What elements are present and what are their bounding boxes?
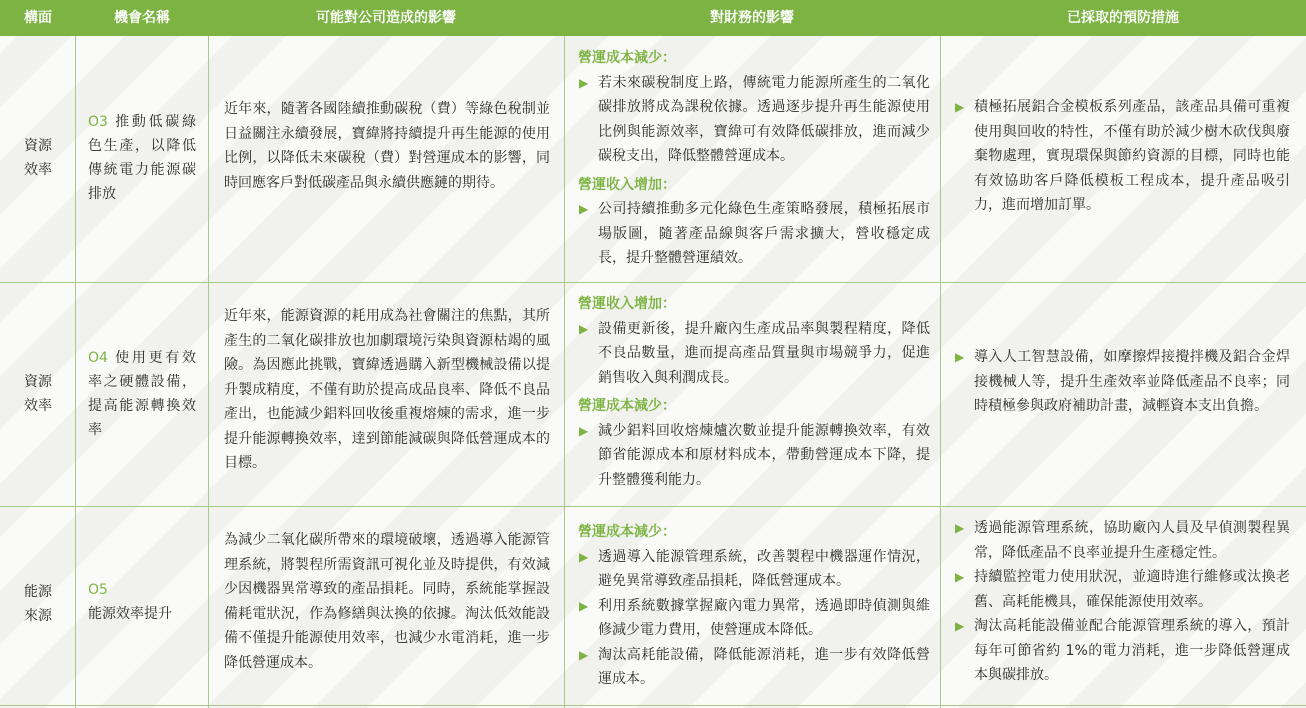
bullet-triangle-icon: ▶: [955, 521, 965, 535]
row-divider: [0, 705, 1306, 706]
header-financial-impact: 對財務的影響: [710, 10, 794, 26]
list-item: ▶ 透過能源管理系統，協助廠內人員及早偵測製程異常，降低產品不良率並提升生產穩定性。: [954, 516, 1290, 565]
opportunity-name-cell: [88, 110, 196, 206]
bullet-triangle-icon: ▶: [579, 423, 589, 438]
list-item: ▶ 若未來碳稅制度上路，傳統電力能源所產生的二氧化碳排放將成為課稅依據。透過逐步提升再生能源使用比例與能源效率，寶緯可有效降低碳排放，進而減少碳稅支出，降低整體營運成本。: [578, 71, 930, 169]
bullet-triangle-icon: ▶: [579, 598, 589, 613]
opportunity-code: O3: [88, 114, 108, 130]
bullet-triangle-icon: ▶: [579, 549, 589, 564]
list-item: ▶ 利用系統數據掌握廠內電力異常，透過即時偵測與維修減少電力費用，使營運成本降低。: [578, 594, 930, 643]
column-divider: [564, 36, 565, 708]
column-divider: [940, 36, 941, 708]
header-dimension: 構面: [24, 10, 52, 26]
measures-cell: [954, 345, 1290, 419]
row-divider: [0, 282, 1306, 283]
company-impact-cell: 為減少二氧化碳所帶來的環境破壞，透過導入能源管理系統，將製程所需資訊可視化並及時提供，有效減少因機器異常導致的產品損耗。同時，系統能掌握設備耗電狀況，作為修繕與汰換的依據。淘汰低效能設備不僅提升能源使用效率，也減少水電消耗，進一步降低營運成本。: [224, 532, 550, 671]
list-item: ▶ 公司持續推動多元化綠色生產策略發展，積極拓展市場版圖，隨著產品線與客戶需求擴大，營收穩定成長，提升整體營運績效。: [578, 197, 930, 271]
opportunity-name-cell: [88, 346, 196, 442]
header-company-impact: 可能對公司造成的影響: [316, 10, 456, 26]
opportunity-name: 能源效率提升: [88, 606, 172, 622]
measures-cell: [954, 516, 1290, 688]
dimension-cell: 資源 效率: [24, 374, 52, 414]
table-header: [0, 0, 1306, 36]
opportunity-name: 推動低碳綠色生產，以降低傳統電力能源碳排放: [88, 114, 197, 202]
list-item: ▶ 透過導入能源管理系統，改善製程中機器運作情況，避免異常導致產品損耗，降低營運成本。: [578, 545, 930, 594]
header-opportunity-name: 機會名稱: [114, 10, 170, 26]
bullet-triangle-icon: ▶: [579, 202, 589, 216]
bullet-triangle-icon: ▶: [579, 75, 589, 90]
column-divider: [208, 36, 209, 708]
bullet-triangle-icon: ▶: [955, 100, 965, 114]
dimension-cell: 能源 來源: [24, 584, 52, 624]
finance-section-title: 營運收入增加：: [578, 296, 676, 312]
financial-impact-cell: [578, 292, 930, 492]
list-item: ▶ 減少鋁料回收熔煉爐次數並提升能源轉換效率，有效節省能源成本和原材料成本，帶動營運成本下降，提升整體獲利能力。: [578, 419, 930, 493]
financial-impact-cell: [578, 520, 930, 692]
header-measures: 已採取的預防措施: [1067, 10, 1179, 26]
opportunity-name: 使用更有效率之硬體設備，提高能源轉換效率: [88, 350, 197, 438]
opportunity-name-cell: [88, 578, 196, 626]
dimension-cell: 資源 效率: [24, 138, 52, 178]
bullet-triangle-icon: ▶: [955, 350, 965, 364]
list-item: ▶ 淘汰高耗能設備，降低能源消耗，進一步有效降低營運成本。: [578, 643, 930, 692]
measures-cell: [954, 95, 1290, 218]
bullet-triangle-icon: ▶: [579, 647, 589, 662]
row-divider: [0, 506, 1306, 507]
bullet-triangle-icon: ▶: [955, 570, 965, 584]
opportunity-code: O4: [88, 350, 108, 366]
list-item: ▶ 導入人工智慧設備，如摩擦焊接攪拌機及鋁合金焊接機械人等，提升生產效率並降低產品不良率；同時積極參與政府補助計畫，減輕資本支出負擔。: [954, 345, 1290, 419]
company-impact-cell: 近年來，隨著各國陸續推動碳稅（費）等綠色稅制並日益關注永續發展，寶緯將持續提升再生能源的使用比例，以降低未來碳稅（費）對營運成本的影響，同時回應客戶對低碳產品與永續供應鏈的期待。: [224, 101, 550, 191]
bullet-triangle-icon: ▶: [955, 619, 965, 633]
list-item: ▶ 淘汰高耗能設備並配合能源管理系統的導入，預計每年可節省約 1%的電力消耗，進一步降低營運成本與碳排放。: [954, 614, 1290, 688]
list-item: ▶ 設備更新後，提升廠內生產成品率與製程精度，降低不良品數量，進而提高產品質量與市場競爭力，促進銷售收入與利潤成長。: [578, 317, 930, 391]
list-item: ▶ 持續監控電力使用狀況，並適時進行維修或汰換老舊、高耗能機具，確保能源使用效率。: [954, 565, 1290, 614]
finance-section-title: 營運收入增加：: [578, 176, 676, 193]
bullet-triangle-icon: ▶: [579, 321, 589, 336]
finance-section-title: 營運成本減少：: [578, 524, 676, 540]
list-item: ▶ 積極拓展鋁合金模板系列產品，該產品具備可重複使用與回收的特性，不僅有助於減少樹木砍伐與廢棄物處理，實現環保與節約資源的目標，同時也能有效協助客戶降低模板工程成本，提升產品吸引力，進而增加訂單。: [954, 95, 1290, 218]
opportunity-code: O5: [88, 582, 108, 598]
financial-impact-cell: [578, 46, 930, 271]
company-impact-cell: 近年來，能源資源的耗用成為社會關注的焦點，其所產生的二氧化碳排放也加劇環境污染與資源枯竭的風險。為因應此挑戰，寶緯透過購入新型機械設備以提升製成精度，不僅有助於提高成品良率、降低不良品產出，也能減少鋁料回收後重複熔煉的需求，進一步提升能源轉換效率，達到節能減碳與降低營運成本的目標。: [224, 308, 550, 471]
finance-section-title: 營運成本減少：: [578, 398, 676, 414]
finance-section-title: 營運成本減少：: [578, 50, 676, 66]
